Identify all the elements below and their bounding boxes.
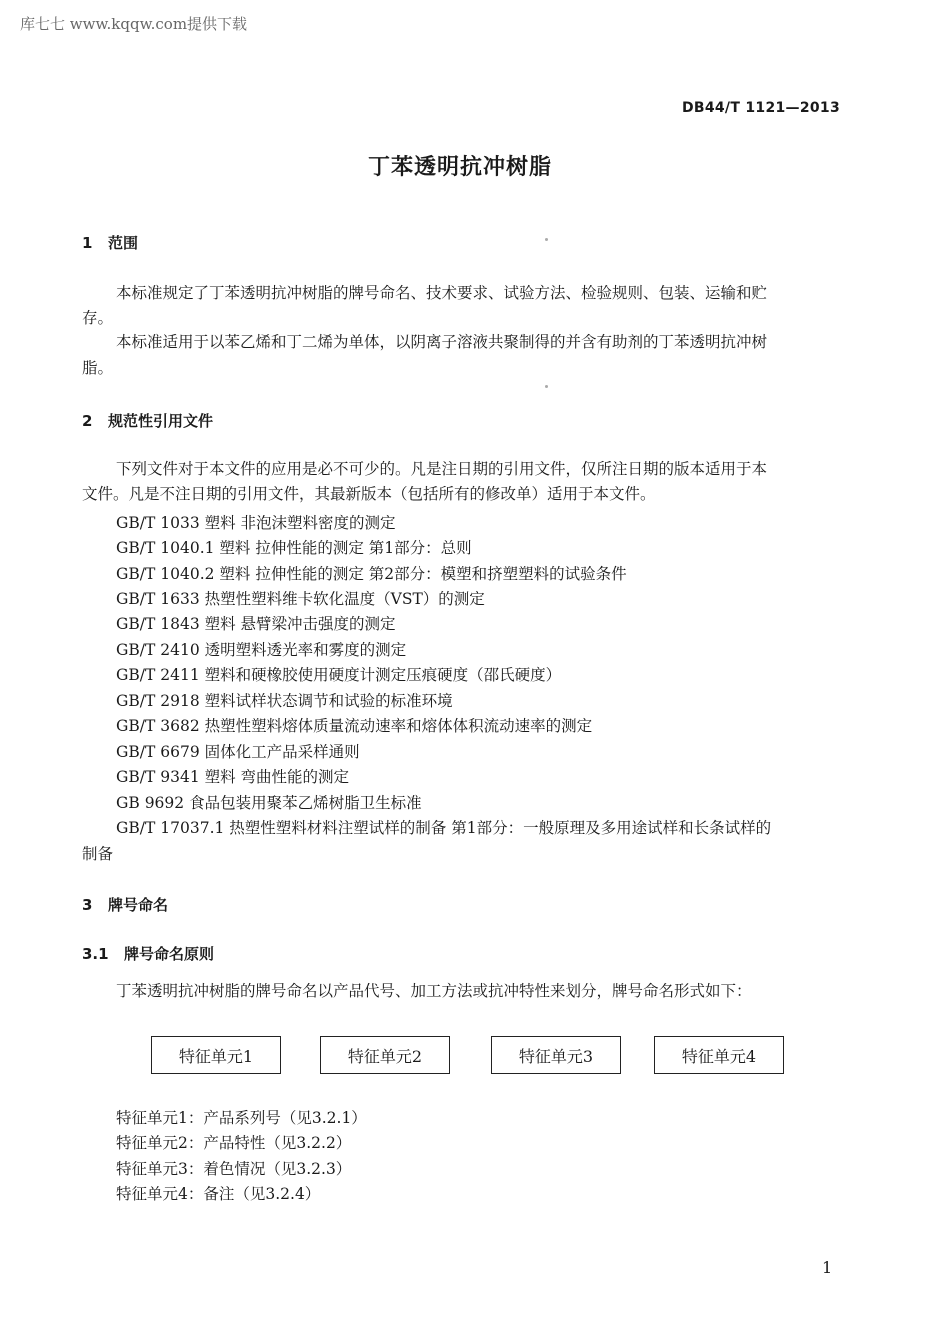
section-number: 3 bbox=[82, 896, 93, 914]
scope-paragraph-1-line-2: 存。 bbox=[82, 309, 114, 327]
reference-item: GB 9692 食品包装用聚苯乙烯树脂卫生标准 bbox=[116, 794, 422, 812]
scope-paragraph-1-line-1: 本标准规定了丁苯透明抗冲树脂的牌号命名、技术要求、试验方法、检验规则、包装、运输和贮 bbox=[116, 284, 768, 302]
reference-item: GB/T 3682 热塑性塑料熔体质量流动速率和熔体体积流动速率的测定 bbox=[116, 717, 593, 735]
feature-unit-box-4: 特征单元4 bbox=[654, 1036, 784, 1074]
section-title: 范围 bbox=[108, 234, 139, 252]
feature-unit-definition: 特征单元3：着色情况（见3.2.3） bbox=[116, 1160, 352, 1178]
reference-item: GB/T 2918 塑料试样状态调节和试验的标准环境 bbox=[116, 692, 453, 710]
reference-item: GB/T 1040.1 塑料 拉伸性能的测定 第1部分：总则 bbox=[116, 539, 472, 557]
feature-unit-box-1: 特征单元1 bbox=[151, 1036, 281, 1074]
reference-item: GB/T 2411 塑料和硬橡胶使用硬度计测定压痕硬度（邵氏硬度） bbox=[116, 666, 562, 684]
feature-unit-definition: 特征单元4：备注（见3.2.4） bbox=[116, 1185, 321, 1203]
normative-intro-line-1: 下列文件对于本文件的应用是必不可少的。凡是注日期的引用文件，仅所注日期的版本适用于本 bbox=[116, 460, 768, 478]
section-3-1-heading bbox=[82, 943, 214, 964]
section-title: 牌号命名原则 bbox=[124, 945, 215, 963]
feature-unit-box-3: 特征单元3 bbox=[491, 1036, 621, 1074]
scope-paragraph-2-line-1: 本标准适用于以苯乙烯和丁二烯为单体，以阴离子溶液共聚制得的并含有助剂的丁苯透明抗冲树 bbox=[116, 333, 768, 351]
naming-intro: 丁苯透明抗冲树脂的牌号命名以产品代号、加工方法或抗冲特性来划分，牌号命名形式如下： bbox=[116, 982, 752, 1000]
scope-paragraph-2-line-2: 脂。 bbox=[82, 359, 114, 377]
reference-item: GB/T 1033 塑料 非泡沫塑料密度的测定 bbox=[116, 514, 396, 532]
reference-item: GB/T 2410 透明塑料透光率和雾度的测定 bbox=[116, 641, 407, 659]
feature-unit-box-2: 特征单元2 bbox=[320, 1036, 450, 1074]
reference-item: GB/T 1843 塑料 悬臂梁冲击强度的测定 bbox=[116, 615, 396, 633]
feature-unit-definition: 特征单元1：产品系列号（见3.2.1） bbox=[116, 1109, 367, 1127]
reference-item: GB/T 9341 塑料 弯曲性能的测定 bbox=[116, 768, 350, 786]
watermark-text: 库七七 www.kqqw.com提供下载 bbox=[20, 15, 248, 33]
section-title: 牌号命名 bbox=[108, 896, 169, 914]
reference-item-continuation: 制备 bbox=[82, 845, 114, 863]
section-2-heading bbox=[82, 410, 213, 431]
section-1-heading bbox=[82, 232, 138, 253]
section-3-heading bbox=[82, 894, 168, 915]
section-title: 规范性引用文件 bbox=[108, 412, 214, 430]
reference-item: GB/T 1633 热塑性塑料维卡软化温度（VST）的测定 bbox=[116, 590, 485, 608]
reference-item: GB/T 17037.1 热塑性塑料材料注塑试样的制备 第1部分：一般原理及多用途试样和长条试样的 bbox=[116, 819, 772, 837]
document-title: 丁苯透明抗冲树脂 bbox=[367, 155, 552, 180]
reference-item: GB/T 1040.2 塑料 拉伸性能的测定 第2部分：模塑和挤塑塑料的试验条件 bbox=[116, 565, 627, 583]
scan-speck bbox=[545, 385, 548, 388]
feature-unit-definition: 特征单元2：产品特性（见3.2.2） bbox=[116, 1134, 352, 1152]
section-number: 1 bbox=[82, 234, 93, 252]
reference-item: GB/T 6679 固体化工产品采样通则 bbox=[116, 743, 360, 761]
section-number: 3.1 bbox=[82, 945, 109, 963]
normative-intro-line-2: 文件。凡是不注日期的引用文件，其最新版本（包括所有的修改单）适用于本文件。 bbox=[82, 485, 656, 503]
page-number: 1 bbox=[822, 1258, 833, 1277]
section-number: 2 bbox=[82, 412, 93, 430]
standard-code: DB44/T 1121—2013 bbox=[681, 100, 840, 116]
scan-speck bbox=[545, 238, 548, 241]
